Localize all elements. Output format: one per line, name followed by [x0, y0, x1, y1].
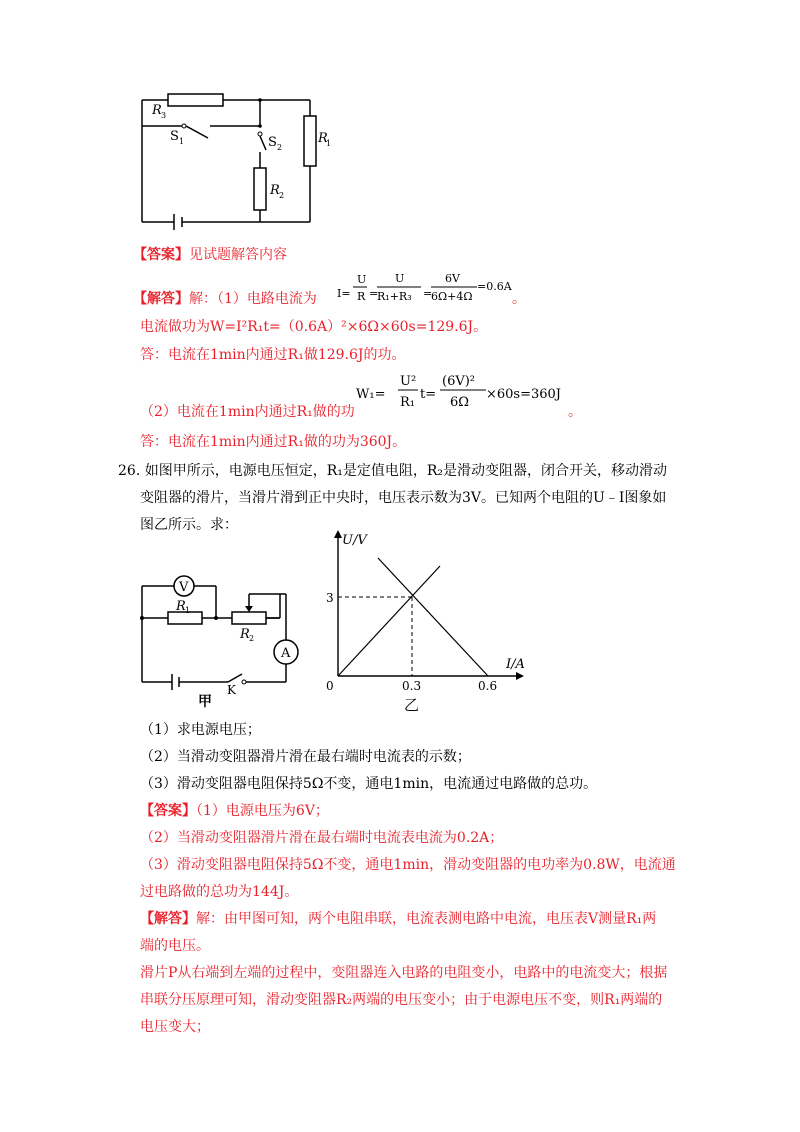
- formula1-frac2-den: R₁+R₃: [377, 290, 412, 303]
- q26-ans2: （2）当滑动变阻器滑片滑在最右端时电流表电流为0.2A；: [140, 830, 504, 846]
- q26-sub2: （2）当滑动变阻器滑片滑在最右端时电流表的示数；: [140, 749, 471, 765]
- circuit-diagram-jia: [132, 570, 302, 710]
- formula1-frac3-den: 6Ω+4Ω: [431, 290, 473, 303]
- formula1-dot: 。: [512, 291, 526, 307]
- s2-sub: 2: [277, 143, 283, 152]
- svg-text:=: =: [423, 287, 433, 300]
- caption-jia: 甲: [198, 694, 212, 710]
- q25-answer-line: [133, 245, 287, 265]
- s2-label: S: [268, 135, 277, 150]
- formula1-frac1-num: U: [357, 273, 367, 286]
- q26-ans1: （1）电源电压为6V；: [196, 803, 329, 819]
- s1-sub: 1: [179, 137, 185, 146]
- q26-stem-line3: 图乙所示。求：: [140, 517, 238, 533]
- s1-label: S: [170, 129, 179, 144]
- r3-sub: 3: [161, 111, 167, 120]
- graph-x-tick-2: 0.6: [478, 679, 498, 693]
- r1-sub-2: 1: [185, 606, 191, 615]
- formula2-frac1-den: R₁: [400, 395, 415, 410]
- graph-y-tick: 3: [326, 591, 334, 605]
- formula-work: [356, 368, 576, 414]
- q26-sol1-text: 解：由甲图可知，两个电阻串联，电流表测电路中电流，电压表V测量R₁两: [196, 911, 657, 927]
- q26-sol2-line3: 电压变大；: [140, 1019, 210, 1035]
- r2-sub-2: 2: [249, 634, 255, 643]
- formula1-frac3-num: 6V: [445, 272, 460, 285]
- q26-sub3: （3）滑动变阻器电阻保持5Ω不变，通电1min，电流通过电路做的总功。: [140, 776, 598, 792]
- formula1-result: =0.6A: [477, 280, 512, 293]
- q26-sol2-line1: 滑片P从右端到左端的过程中，变阻器连入电路的电阻变小，电路中的电流变大；根据: [140, 965, 668, 981]
- formula2-frac1-num: U²: [400, 374, 417, 389]
- circuit-diagram-1: [130, 88, 330, 238]
- q26-stem-text1: 如图甲所示，电源电压恒定，R₁是定值电阻，R₂是滑动变阻器，闭合开关，移动滑动: [144, 463, 668, 479]
- q25-conclusion1: 答：电流在1min内通过R₁做129.6J的功。: [140, 347, 406, 363]
- q25-conclusion2: 答：电流在1min内通过R₁做的功为360J。: [140, 434, 407, 450]
- solution-tag: 【解答】: [133, 291, 189, 307]
- voltmeter-label: V: [179, 580, 189, 595]
- graph-y-label: U/V: [342, 533, 367, 548]
- q26-answer-line1: [140, 801, 329, 821]
- r2-sub: 2: [279, 191, 285, 200]
- q26-ans3-line1: （3）滑动变阻器电阻保持5Ω不变，通电1min，滑动变阻器的电功率为0.8W，电流通: [140, 857, 676, 873]
- r2-label-2: R: [240, 627, 250, 642]
- ammeter-label: A: [281, 646, 291, 661]
- q26-number: 26.: [118, 463, 141, 479]
- graph-origin: 0: [326, 679, 334, 693]
- formula2-mid: t=: [420, 387, 437, 402]
- q26-stem-line2: 变阻器的滑片，当滑片滑到正中央时，电压表示数为3V。已知两个电阻的U﹣I图象如: [140, 490, 667, 506]
- r1-label-2: R: [176, 599, 186, 614]
- q25-work-line: 电流做功为W=I²R₁t=（0.6A）²×6Ω×60s=129.6J。: [140, 319, 488, 335]
- q26-stem-line1: [118, 461, 667, 481]
- q25-part2-prefix: （2）电流在1min内通过R₁做的功: [140, 404, 355, 420]
- q25-solution-line1: [133, 289, 317, 309]
- formula2-dot: 。: [568, 404, 582, 420]
- caption-yi: 乙: [404, 696, 420, 714]
- answer-tag: 【答案】: [133, 247, 189, 263]
- q26-solution-tag: 【解答】: [140, 911, 196, 927]
- q26-solution-line1: [140, 909, 656, 929]
- graph-x-tick-1: 0.3: [402, 679, 422, 693]
- q26-sol1-line2: 端的电压。: [140, 938, 210, 954]
- ui-graph-yi: [318, 528, 548, 714]
- r1-label: R: [318, 131, 328, 146]
- q26-sol2-line2: 串联分压原理可知，滑动变阻器R₂两端的电压变小；由于电源电压不变，则R₁两端的: [140, 992, 663, 1008]
- svg-text:=: =: [369, 287, 379, 300]
- formula2-frac2-den: 6Ω: [450, 395, 470, 410]
- answer-text: 见试题解答内容: [189, 247, 287, 263]
- graph-x-label: I/A: [506, 657, 525, 672]
- r1-sub: 1: [326, 139, 332, 148]
- formula2-frac2-num: (6V)²: [442, 374, 476, 389]
- formula-current: [337, 270, 537, 308]
- formula1-frac2-num: U: [395, 272, 405, 285]
- q26-answer-tag: 【答案】: [140, 803, 196, 819]
- q26-ans3-line2: 过电路做的总功为144J。: [140, 884, 299, 900]
- solution-text: 解：（1）电路电流为: [189, 291, 317, 307]
- r2-label: R: [270, 183, 280, 198]
- r3-label: R: [152, 103, 162, 118]
- q26-sub1: （1）求电源电压；: [140, 722, 261, 738]
- switch-label-k: K: [227, 683, 236, 697]
- formula1-frac1-den: R: [357, 290, 366, 303]
- formula1-lhs: I=: [337, 287, 351, 300]
- formula2-result: ×60s=360J: [486, 387, 562, 402]
- formula2-lhs: W₁=: [356, 387, 386, 402]
